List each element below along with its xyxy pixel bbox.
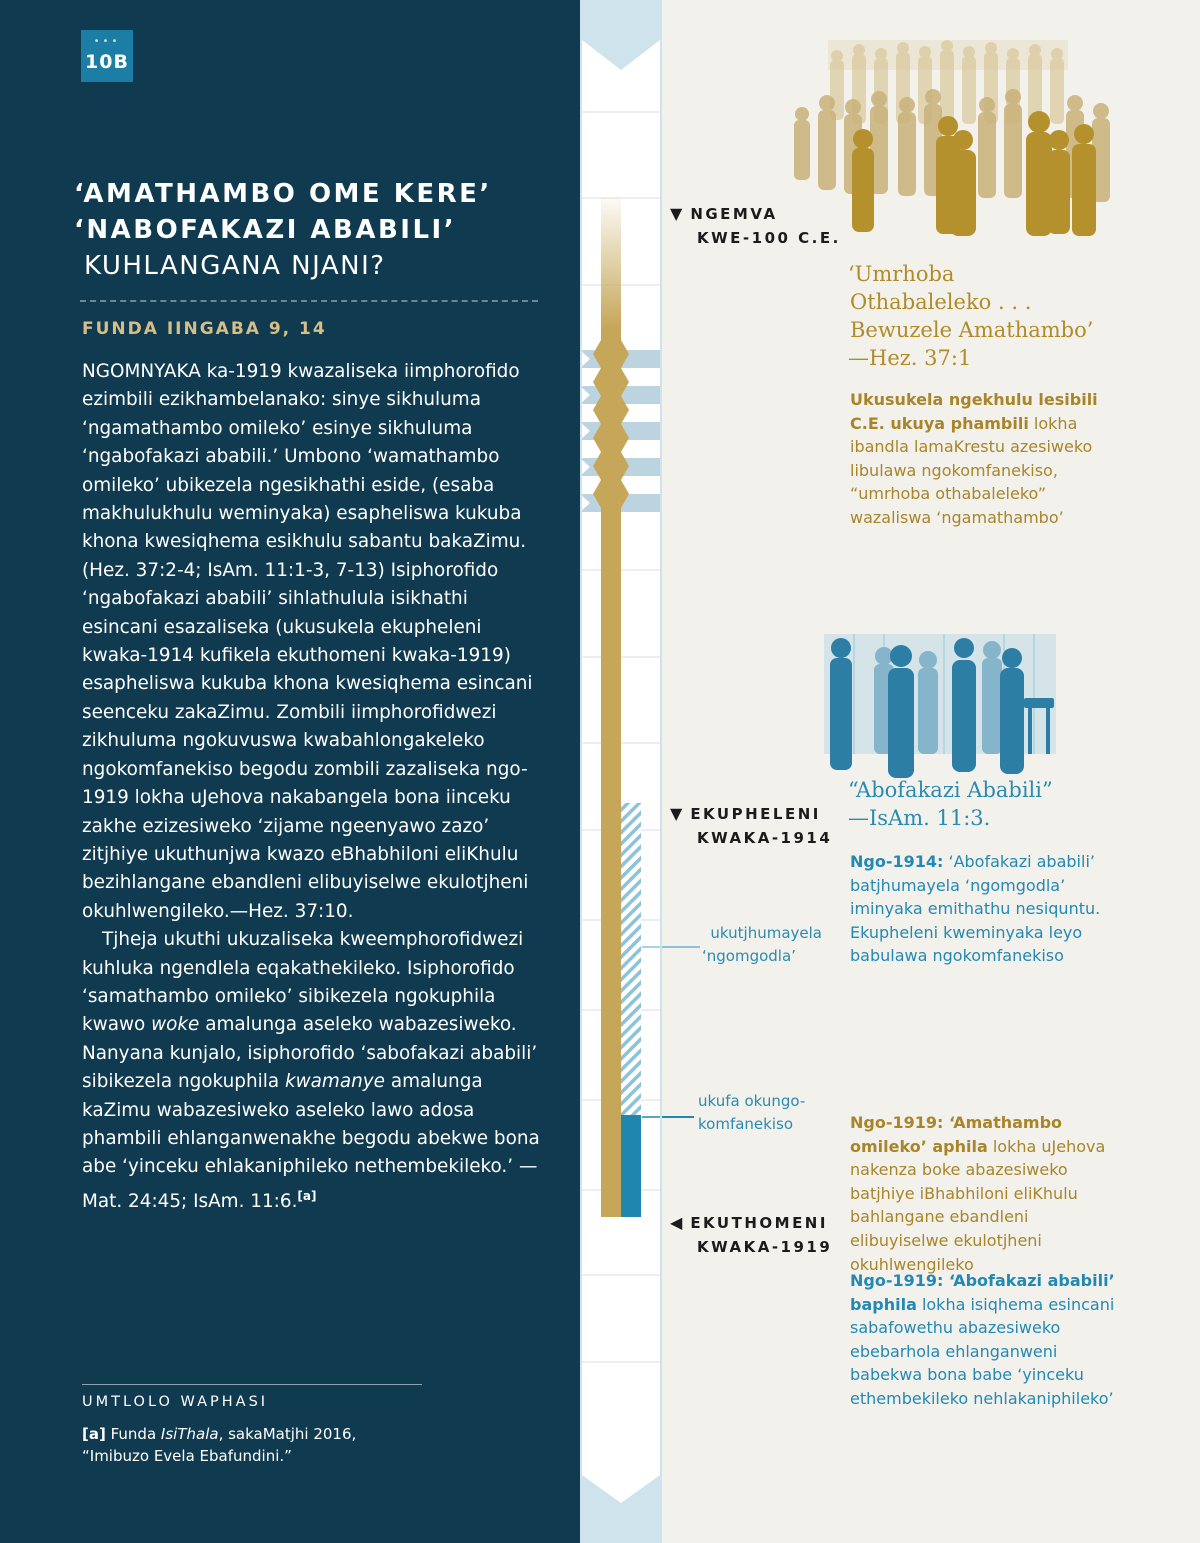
timeline-marker-1914 xyxy=(670,802,832,850)
title-divider xyxy=(80,300,538,302)
crowd-illustration xyxy=(790,40,1120,240)
bones-description-lead: Ukusukela ngekhulu lesibili C.E. ukuya phambili xyxy=(850,390,1098,433)
title-line-3: KUHLANGANA NJANI? xyxy=(84,251,386,281)
witnesses-1919-outcome xyxy=(850,1269,1118,1411)
body-paragraph-2 xyxy=(82,926,544,1216)
sackcloth-label-line1: ukutjhumayela xyxy=(710,924,822,942)
death-label-line2: komfanekiso xyxy=(698,1115,793,1133)
sackcloth-label-line2: ‘ngomgodla’ xyxy=(702,947,796,965)
timeline-tape xyxy=(580,0,662,1543)
witnesses-1919-lead: Ngo-1919: ‘Abofakazi ababili’ baphila xyxy=(850,1271,1115,1314)
body-p2-emphasis-1: woke xyxy=(151,1014,200,1036)
death-connector xyxy=(662,1116,694,1118)
body-p2-part-b: amalunga aseleko wabazesiweko. Nanyana kunjalo, isiphorofido ‘sabofakazi ababili’ sibikezela ngokuphila xyxy=(82,1014,538,1093)
witnesses-description-lead: Ngo-1914: xyxy=(850,852,944,871)
body-p2-part-c: amalunga kaZimu wabazesiweko aseleko lawo adosa phambili ehlanganwenakhe begodu abekwe bona abe ‘yinceku ehlakaniphileko nethembekileko.’ —Mat. 24:45; IsAm. 11:6. xyxy=(82,1071,540,1212)
footnote-publication: IsiThala xyxy=(160,1425,219,1443)
body-paragraph-1: NGOMNYAKA ka-1919 kwazaliseka iimphorofido ezimbili ezikhambelanako: sinye sikhuluma ‘ngamathambo omileko’ esinye sikhuluma ‘ngabofakazi ababili.’ Umbono ‘wamathambo omileko’ ubikezela ngesikhathi eside, (esaba makhulukhulu weminyaka) esapheliswa kukuba khona kwesiqhema esikhulu sabantu bakaZimu. (Hez. 37:2-4; IsAm. 11:1-3, 7-13) Isiphorofido ‘ngabofakazi ababili’ sihlathulula isikhathi esincani esazaliseka (ukusukela ekupheleni kwaka-1914 kufikela ekuthomeni kwaka-1919) esapheliswa kukuba khona kwesiqhema esincani seenceku zakaZimu. Zombili iimphorofidwezi zikhuluma ngokuvuswa kwabahlongakeleko ngokomfanekiso begodu zombili zazaliseka ngo-1919 lokha uJehova nakabangela bona iinceku zakhe ezizesiweko ‘zijame ngeenyawo zazo’ zitjhiye ukuthunjwa kwazo eBhabhiloni eliKhulu bezihlangane ebandleni elibuyiselwe ekulotjheni okuhlwengileko.—Hez. 37:10. xyxy=(82,361,533,922)
article-body xyxy=(82,358,544,1216)
body-p2-emphasis-2: kwamanye xyxy=(284,1071,385,1093)
bones-heading-line2: Othabaleleko . . . xyxy=(850,290,1032,314)
marker-1914-line1: EKUPHELENI xyxy=(690,805,821,823)
witnesses-description xyxy=(850,850,1110,968)
death-label-line1: ukufa okungo- xyxy=(698,1092,806,1110)
sackcloth-connector xyxy=(662,946,700,948)
bones-1919-text: lokha uJehova nakenza boke abazesiweko batjhiye iBhabhiloni eliKhulu bahlangane ebandleni elibuyiselwe ekulotjheni okuhlwengileko xyxy=(850,1136,1106,1274)
title-line-1: ‘AMATHAMBO OME KERE’ xyxy=(74,179,492,209)
badge-dots: ••• xyxy=(93,36,121,47)
sackcloth-label xyxy=(702,922,822,968)
gold-bar-fade xyxy=(601,198,621,328)
left-triangle-icon: ◀ xyxy=(670,1213,683,1232)
footnote-marker: [a] xyxy=(82,1425,106,1443)
bones-heading-line3: Bewuzele Amathambo’ xyxy=(850,318,1094,342)
down-triangle-icon: ▼ xyxy=(670,204,683,223)
marker-1914-line2: KWAKA-1914 xyxy=(697,829,833,847)
witnesses-heading-line1: “Abofakazi Ababili” xyxy=(848,778,1053,802)
down-triangle-icon: ▼ xyxy=(670,804,683,823)
tape-chevron-bottom xyxy=(582,1475,660,1543)
death-label xyxy=(698,1090,805,1136)
footnote xyxy=(82,1423,402,1467)
marker-1919-line2: KWAKA-1919 xyxy=(697,1238,833,1256)
timeline-marker-1919 xyxy=(670,1211,832,1259)
marker-1919-line1: EKUTHOMENI xyxy=(690,1214,828,1232)
bones-heading-line4: —Hez. 37:1 xyxy=(848,346,972,370)
witnesses-heading xyxy=(848,776,1053,832)
page-badge xyxy=(81,30,133,82)
body-p2-part-a: Tjheja ukuthi ukuzaliseka kweemphorofidwezi kuhluka ngendlela eqakathekileko. Isiphorofido ‘samathambo omileko’ sibikezela ngokuphila kwawo xyxy=(82,929,524,1036)
footnote-divider xyxy=(82,1384,422,1385)
bones-1919-outcome xyxy=(850,1111,1122,1276)
page-title xyxy=(74,176,492,284)
title-line-2: ‘NABOFAKAZI ABABILI’ xyxy=(74,215,457,245)
gold-bar xyxy=(601,520,621,1217)
footnote-text-a: Funda xyxy=(105,1425,161,1443)
witnesses-heading-line2: —IsAm. 11:3. xyxy=(848,806,991,830)
death-bar xyxy=(621,1115,641,1217)
bones-heading-line1: ‘Umrhoba xyxy=(848,262,955,286)
witnesses-illustration xyxy=(824,634,1056,784)
witnesses-1919-text: lokha isiqhema esincani sabafowethu abazesiweko ebebarhola ehlanganweni babekwa bona babe ‘yinceku ethembekileko nehlakaniphileko’ xyxy=(850,1294,1115,1408)
timeline-graphic xyxy=(580,0,662,1543)
footnote-heading: UMTLOLO WAPHASI xyxy=(82,1394,269,1410)
bones-description-text: lokha ibandla lamaKrestu azesiweko libulawa ngokomfanekiso, “umrhoba othabaleleko” wazaliswa ‘ngamathambo’ xyxy=(850,413,1093,527)
tape-chevron-top xyxy=(582,40,660,70)
marker-100ce-line1: NGEMVA xyxy=(690,205,778,223)
read-reference: FUNDA IINGABA 9, 14 xyxy=(82,319,327,339)
footnote-reference-link[interactable]: [a] xyxy=(297,1188,317,1203)
marker-100ce-line2: KWE-100 C.E. xyxy=(697,229,841,247)
page-number: 10B xyxy=(85,51,129,73)
witnesses-description-text: ‘Abofakazi ababili’ batjhumayela ‘ngomgodla’ iminyaka emithathu nesiquntu. Ekupheleni kweminyaka leyo babulawa ngokomfanekiso xyxy=(850,852,1101,966)
bones-1919-lead: Ngo-1919: ‘Amathambo omileko’ aphila xyxy=(850,1113,1063,1156)
bones-description xyxy=(850,388,1122,530)
tape-edge-left xyxy=(580,0,582,1543)
sackcloth-bar xyxy=(621,803,641,1115)
bones-heading xyxy=(848,260,1093,372)
footnote-text-b: , sakaMatjhi 2016, “Imibuzo Evela Ebafundini.” xyxy=(82,1425,357,1465)
